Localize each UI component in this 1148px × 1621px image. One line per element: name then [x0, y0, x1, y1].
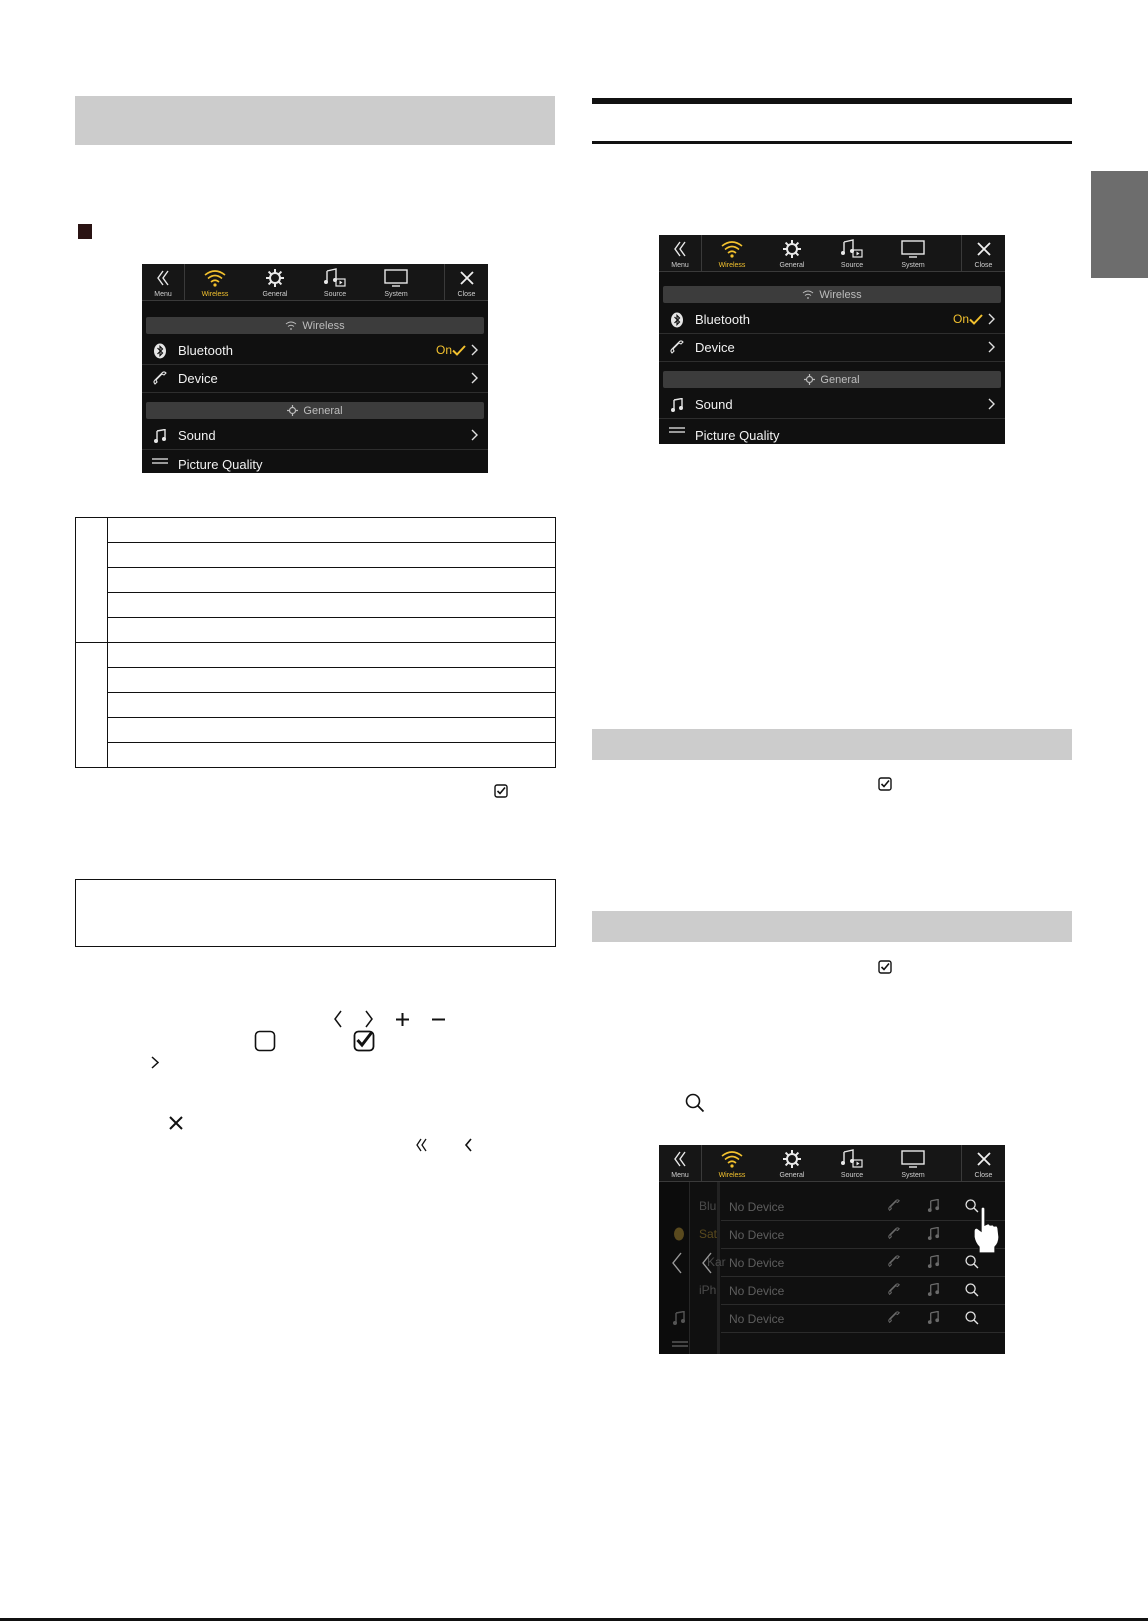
wifi-icon	[720, 1150, 744, 1168]
close-icon	[977, 242, 991, 256]
row-sound[interactable]: Sound	[659, 391, 1005, 419]
section-wireless: Wireless	[663, 286, 1001, 303]
phone-handset-icon	[887, 1283, 901, 1297]
chevron-right-icon	[151, 1056, 159, 1069]
chevron-left-icon	[464, 1138, 473, 1152]
tab-close[interactable]: Close	[962, 1145, 1005, 1181]
checkbox-checked-icon	[878, 777, 893, 792]
tab-menu[interactable]: Menu	[659, 1145, 701, 1181]
chevron-right-icon	[471, 372, 478, 384]
chevron-left-icon	[333, 1010, 343, 1028]
top-tab-bar	[142, 264, 488, 301]
picture-quality-dim-icon	[672, 1341, 688, 1349]
tab-source[interactable]: Source	[822, 235, 882, 271]
minus-icon	[432, 1013, 445, 1026]
table-row	[76, 543, 556, 568]
tab-menu[interactable]: Menu	[659, 235, 701, 271]
checkbox-unchecked-icon	[254, 1030, 276, 1052]
top-tab-bar	[659, 235, 1005, 272]
wifi-small-icon	[802, 290, 814, 299]
device-list-item[interactable]: No Device	[721, 1221, 1005, 1249]
checkbox-checked-icon	[353, 1030, 375, 1052]
double-chevron-left-icon	[156, 270, 170, 286]
double-chevron-left-icon	[673, 1151, 687, 1167]
plus-icon	[396, 1013, 409, 1026]
device-list-item[interactable]: No Device	[721, 1277, 1005, 1305]
tab-system[interactable]: System	[365, 264, 427, 300]
bullet-square-icon	[78, 224, 92, 239]
phone-handset-icon	[887, 1199, 901, 1213]
wifi-icon	[720, 240, 744, 258]
tab-wireless[interactable]: Wireless	[702, 235, 762, 271]
check-icon	[452, 345, 466, 356]
gear-small-icon	[287, 405, 298, 416]
music-note-icon	[927, 1227, 940, 1240]
music-note-icon	[670, 398, 684, 412]
phone-handset-icon	[887, 1255, 901, 1269]
gear-icon	[782, 239, 802, 259]
row-device[interactable]: Device	[659, 334, 1005, 362]
music-note-icon	[153, 429, 167, 443]
music-note-dim-icon	[672, 1311, 686, 1325]
search-icon	[685, 1093, 705, 1113]
picture-quality-icon	[669, 427, 685, 435]
tab-general[interactable]: General	[762, 1145, 822, 1181]
table-row	[76, 568, 556, 593]
tab-wireless[interactable]: Wireless	[702, 1145, 762, 1181]
phone-handset-icon	[669, 340, 685, 356]
music-note-icon	[927, 1199, 940, 1212]
close-icon	[977, 1152, 991, 1166]
side-label: Sat	[699, 1227, 718, 1241]
double-chevron-left-icon	[415, 1138, 428, 1152]
tab-general[interactable]: General	[245, 264, 305, 300]
chevron-right-icon	[988, 313, 995, 325]
gear-icon	[265, 268, 285, 288]
top-tab-bar	[659, 1145, 1005, 1182]
phone-handset-icon	[887, 1227, 901, 1241]
table-row	[76, 643, 556, 668]
tab-system[interactable]: System	[882, 235, 944, 271]
picture-quality-icon	[152, 458, 168, 466]
bluetooth-status: On	[952, 312, 969, 326]
heading-rule-top	[592, 98, 1072, 104]
checkbox-checked-icon	[494, 784, 509, 799]
search-icon[interactable]	[965, 1311, 979, 1325]
monitor-icon	[901, 1150, 925, 1168]
section-general: General	[663, 371, 1001, 388]
table-row	[76, 693, 556, 718]
music-note-icon	[927, 1311, 940, 1324]
table-row	[76, 618, 556, 643]
row-device[interactable]: Device	[142, 365, 488, 393]
row-picture-quality[interactable]: Picture Quality	[659, 419, 1005, 444]
tab-menu[interactable]: Menu	[142, 264, 184, 300]
section-header-bar	[592, 729, 1072, 760]
gear-icon	[782, 1149, 802, 1169]
tab-source[interactable]: Source	[305, 264, 365, 300]
search-icon[interactable]	[965, 1255, 979, 1269]
settings-screen-1	[142, 264, 488, 473]
tab-close[interactable]: Close	[962, 235, 1005, 271]
row-bluetooth[interactable]: Bluetooth On	[142, 337, 488, 365]
device-list-item[interactable]: No Device	[721, 1193, 1005, 1221]
section-header-bar	[592, 911, 1072, 942]
music-source-icon	[323, 268, 347, 288]
wifi-small-icon	[285, 321, 297, 330]
monitor-icon	[901, 240, 925, 258]
check-icon	[969, 314, 983, 325]
wifi-icon	[203, 269, 227, 287]
row-picture-quality[interactable]: Picture Quality	[142, 450, 488, 473]
side-label: iPh	[699, 1283, 717, 1297]
device-list-screen	[659, 1145, 1005, 1354]
bluetooth-status: On	[435, 343, 452, 357]
tab-system[interactable]: System	[882, 1145, 944, 1181]
bluetooth-icon	[670, 312, 684, 328]
phone-handset-icon	[152, 371, 168, 387]
section-wireless: Wireless	[146, 317, 484, 334]
tab-source[interactable]: Source	[822, 1145, 882, 1181]
pointing-hand-icon	[973, 1207, 1005, 1253]
back-chevron-icon[interactable]	[671, 1252, 683, 1274]
double-chevron-left-icon	[673, 241, 687, 257]
table-row	[76, 518, 556, 543]
chevron-right-icon	[471, 344, 478, 356]
chapter-side-tab	[1091, 171, 1148, 278]
music-note-icon	[927, 1255, 940, 1268]
checkbox-checked-icon	[878, 960, 893, 975]
row-bluetooth[interactable]: Bluetooth On	[659, 306, 1005, 334]
table-row	[76, 718, 556, 743]
music-source-icon	[840, 1149, 864, 1169]
table-row	[76, 593, 556, 618]
close-icon	[169, 1116, 183, 1130]
phone-handset-icon	[887, 1311, 901, 1325]
table-row	[76, 743, 556, 768]
device-list-item[interactable]: No Device	[721, 1305, 1005, 1333]
gear-small-icon	[804, 374, 815, 385]
side-label: Blu	[699, 1199, 717, 1213]
table-row	[76, 668, 556, 693]
bluetooth-dim-icon	[673, 1227, 685, 1241]
chevron-right-icon	[988, 341, 995, 353]
chevron-right-icon	[364, 1010, 374, 1028]
tab-wireless[interactable]: Wireless	[185, 264, 245, 300]
monitor-icon	[384, 269, 408, 287]
settings-structure-table	[75, 517, 556, 768]
device-list-item[interactable]: No Device	[721, 1249, 1005, 1277]
heading-rule-bottom	[592, 141, 1072, 144]
section-general: General	[146, 402, 484, 419]
music-source-icon	[840, 239, 864, 259]
close-icon	[460, 271, 474, 285]
row-sound[interactable]: Sound	[142, 422, 488, 450]
chevron-right-icon	[988, 398, 995, 410]
search-icon[interactable]	[965, 1283, 979, 1297]
music-note-icon	[927, 1283, 940, 1296]
tab-close[interactable]: Close	[445, 264, 488, 300]
settings-screen-2	[659, 235, 1005, 444]
tab-general[interactable]: General	[762, 235, 822, 271]
panel-divider	[689, 1182, 690, 1354]
section-header-bar	[75, 96, 555, 145]
chevron-right-icon	[471, 429, 478, 441]
bluetooth-icon	[153, 343, 167, 359]
note-box	[75, 879, 556, 947]
side-label: Kar	[707, 1255, 726, 1269]
